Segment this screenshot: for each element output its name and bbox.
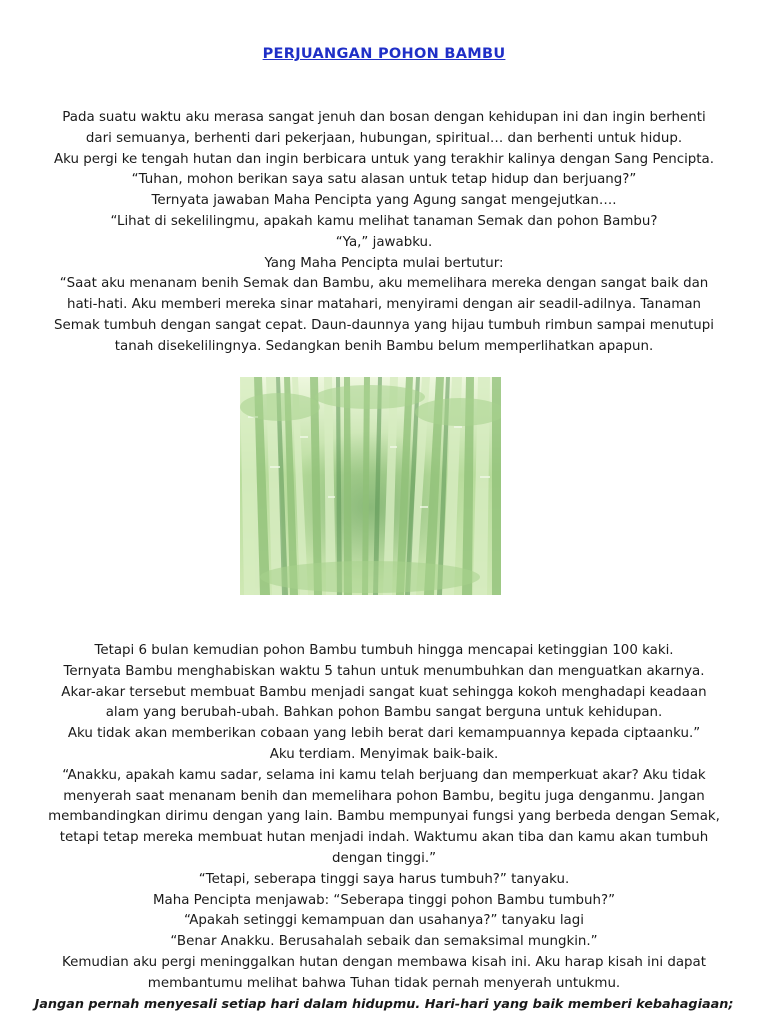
text-line: Maha Pencipta menjawab: “Seberapa tinggi pohon Bambu tumbuh?” [152,892,616,908]
text-line: Aku terdiam. Menyimak baik-baik. [269,746,499,762]
bamboo-forest-image [240,377,501,595]
text-line: menyerah saat menanam benih dan memelihara pohon Bambu, begitu juga denganmu. Jangan [63,788,705,804]
text-line: “Anakku, apakah kamu sadar, selama ini kamu telah berjuang dan memperkuat akar? Aku tidak [62,767,706,783]
text-line: Tetapi 6 bulan kemudian pohon Bambu tumbuh hingga mencapai ketinggian 100 kaki. [94,643,674,658]
text-line: tetapi tetap mereka membuat hutan menjadi indah. Waktumu akan tiba dan kamu akan tumbuh [59,830,709,846]
text-line: alam yang berubah-ubah. Bahkan pohon Bambu sangat berguna untuk kehidupan. [105,705,663,721]
story-paragraph-1 [30,108,738,358]
text-line: tanah disekelilingnya. Sedangkan benih Bambu belum memperlihatkan apapun. [114,338,654,354]
text-line: Aku tidak akan memberikan cobaan yang lebih berat dari kemampuannya kepada ciptaanku.” [67,726,701,742]
closing-line: Jangan pernah menyesali setiap hari dalam hidupmu. Hari-hari yang baik memberi kebahagiaan; [34,996,734,1012]
text-line: “Ya,” jawabku. [335,234,433,250]
text-line: “Lihat di sekelilingmu, apakah kamu melihat tanaman Semak dan pohon Bambu? [110,213,658,229]
text-line: “Benar Anakku. Berusahalah sebaik dan semaksimal mungkin.” [170,934,598,950]
text-line: Pada suatu waktu aku merasa sangat jenuh dan bosan dengan kehidupan ini dan ingin berhenti [62,110,706,125]
text-line: Semak tumbuh dengan sangat cepat. Daun-daunnya yang hijau tumbuh rimbun sampai menutupi [54,317,714,333]
text-line: membandingkan dirimu dengan yang lain. Bambu mempunyai fungsi yang berbeda dengan Semak, [48,809,720,825]
text-line: hati-hati. Aku memberi mereka sinar matahari, menyirami dengan air seadil-adilnya. Tanaman [66,297,702,313]
text-line: Ternyata Bambu menghabiskan waktu 5 tahun untuk menumbuhkan dan menguatkan akarnya. [63,663,705,679]
text-line: Aku pergi ke tengah hutan dan ingin berbicara untuk yang terakhir kalinya dengan Sang Pencipta. [53,151,715,167]
text-line: Akar-akar tersebut membuat Bambu menjadi sangat kuat sehingga kokoh menghadapi keadaan [61,684,707,700]
text-line: “Apakah setinggi kemampuan dan usahanya?” tanyaku lagi [184,913,584,929]
text-line: Kemudian aku pergi meninggalkan hutan dengan membawa kisah ini. Aku harap kisah ini dapat [62,954,706,970]
text-line: Ternyata jawaban Maha Pencipta yang Agung sangat mengejutkan…. [151,193,617,209]
text-line: membantumu melihat bahwa Tuhan tidak pernah menyerah untukmu. [147,975,621,991]
text-line: Yang Maha Pencipta mulai bertutur: [264,255,504,271]
text-line: dengan tinggi.” [331,850,437,866]
text-line: “Tetapi, seberapa tinggi saya harus tumbuh?” tanyaku. [198,871,570,887]
text-line: “Tuhan, mohon berikan saya satu alasan untuk tetap hidup dan berjuang?” [131,172,637,188]
text-line: dari semuanya, berhenti dari pekerjaan, hubungan, spiritual… dan berhenti untuk hidup. [85,130,683,146]
text-line: “Saat aku menanam benih Semak dan Bambu, aku memelihara mereka dengan sangat baik dan [59,276,709,292]
story-paragraph-2 [30,641,738,1015]
document-title: PERJUANGAN POHON BAMBU [262,46,506,62]
